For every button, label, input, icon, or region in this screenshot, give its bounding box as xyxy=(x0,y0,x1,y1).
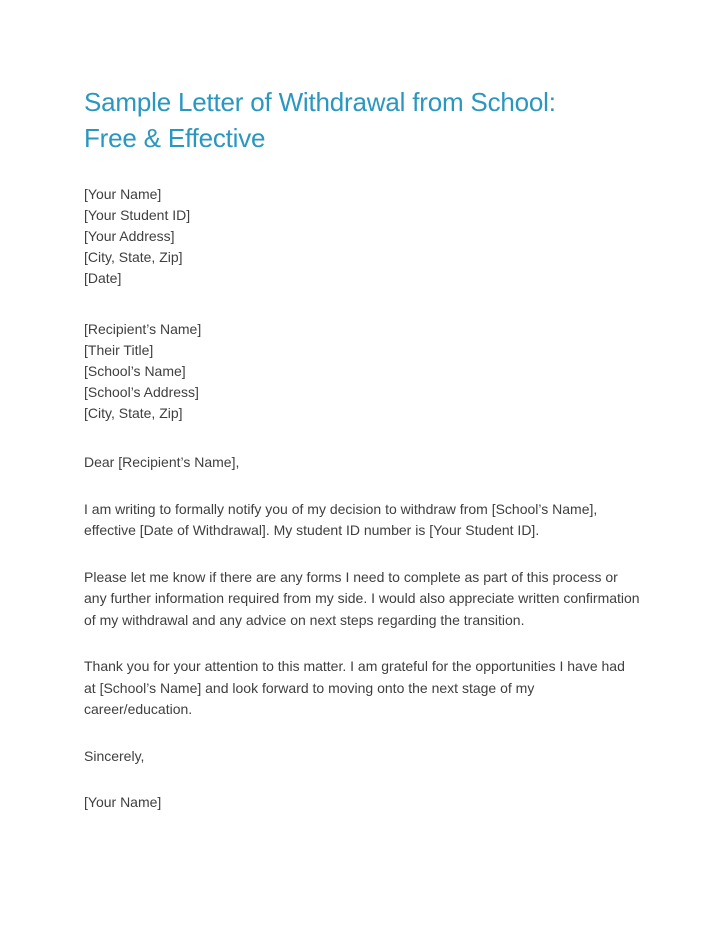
body-paragraph-3: Thank you for your attention to this matter. I am grateful for the opportunities I have had at [School’s Name] and look forward to moving onto the next stage of my career/education. xyxy=(84,658,625,717)
sender-name: [Your Name] xyxy=(84,186,162,202)
sender-city-state-zip: [City, State, Zip] xyxy=(84,249,183,265)
document-title xyxy=(84,84,644,156)
closing: Sincerely, xyxy=(84,747,145,764)
recipient-city-state-zip: [City, State, Zip] xyxy=(84,405,183,421)
recipient-name: [Recipient’s Name] xyxy=(84,321,202,337)
school-name: [School’s Name] xyxy=(84,363,186,379)
salutation: Dear [Recipient’s Name], xyxy=(84,454,240,470)
signature-name: [Your Name] xyxy=(84,794,162,810)
school-address: [School’s Address] xyxy=(84,384,199,400)
body-paragraph-2: Please let me know if there are any forms I need to complete as part of this process or any further information required from my side. I would also appreciate written confirmation of my withdrawal and any advice on next steps regarding the transition. xyxy=(84,568,640,628)
title-line-2: Free & Effective xyxy=(84,123,266,153)
recipient-title: [Their Title] xyxy=(84,342,154,358)
sender-address: [Your Address] xyxy=(84,228,175,244)
body-paragraph-1: I am writing to formally notify you of my decision to withdraw from [School’s Name], effective [Date of Withdrawal]. My student ID number is [Your Student ID]. xyxy=(84,500,598,538)
letter-date: [Date] xyxy=(84,270,122,286)
sender-address-block xyxy=(84,184,644,289)
recipient-address-block xyxy=(84,319,644,424)
sender-student-id: [Your Student ID] xyxy=(84,207,191,223)
letter-page xyxy=(84,84,644,814)
title-line-1: Sample Letter of Withdrawal from School: xyxy=(84,87,556,117)
